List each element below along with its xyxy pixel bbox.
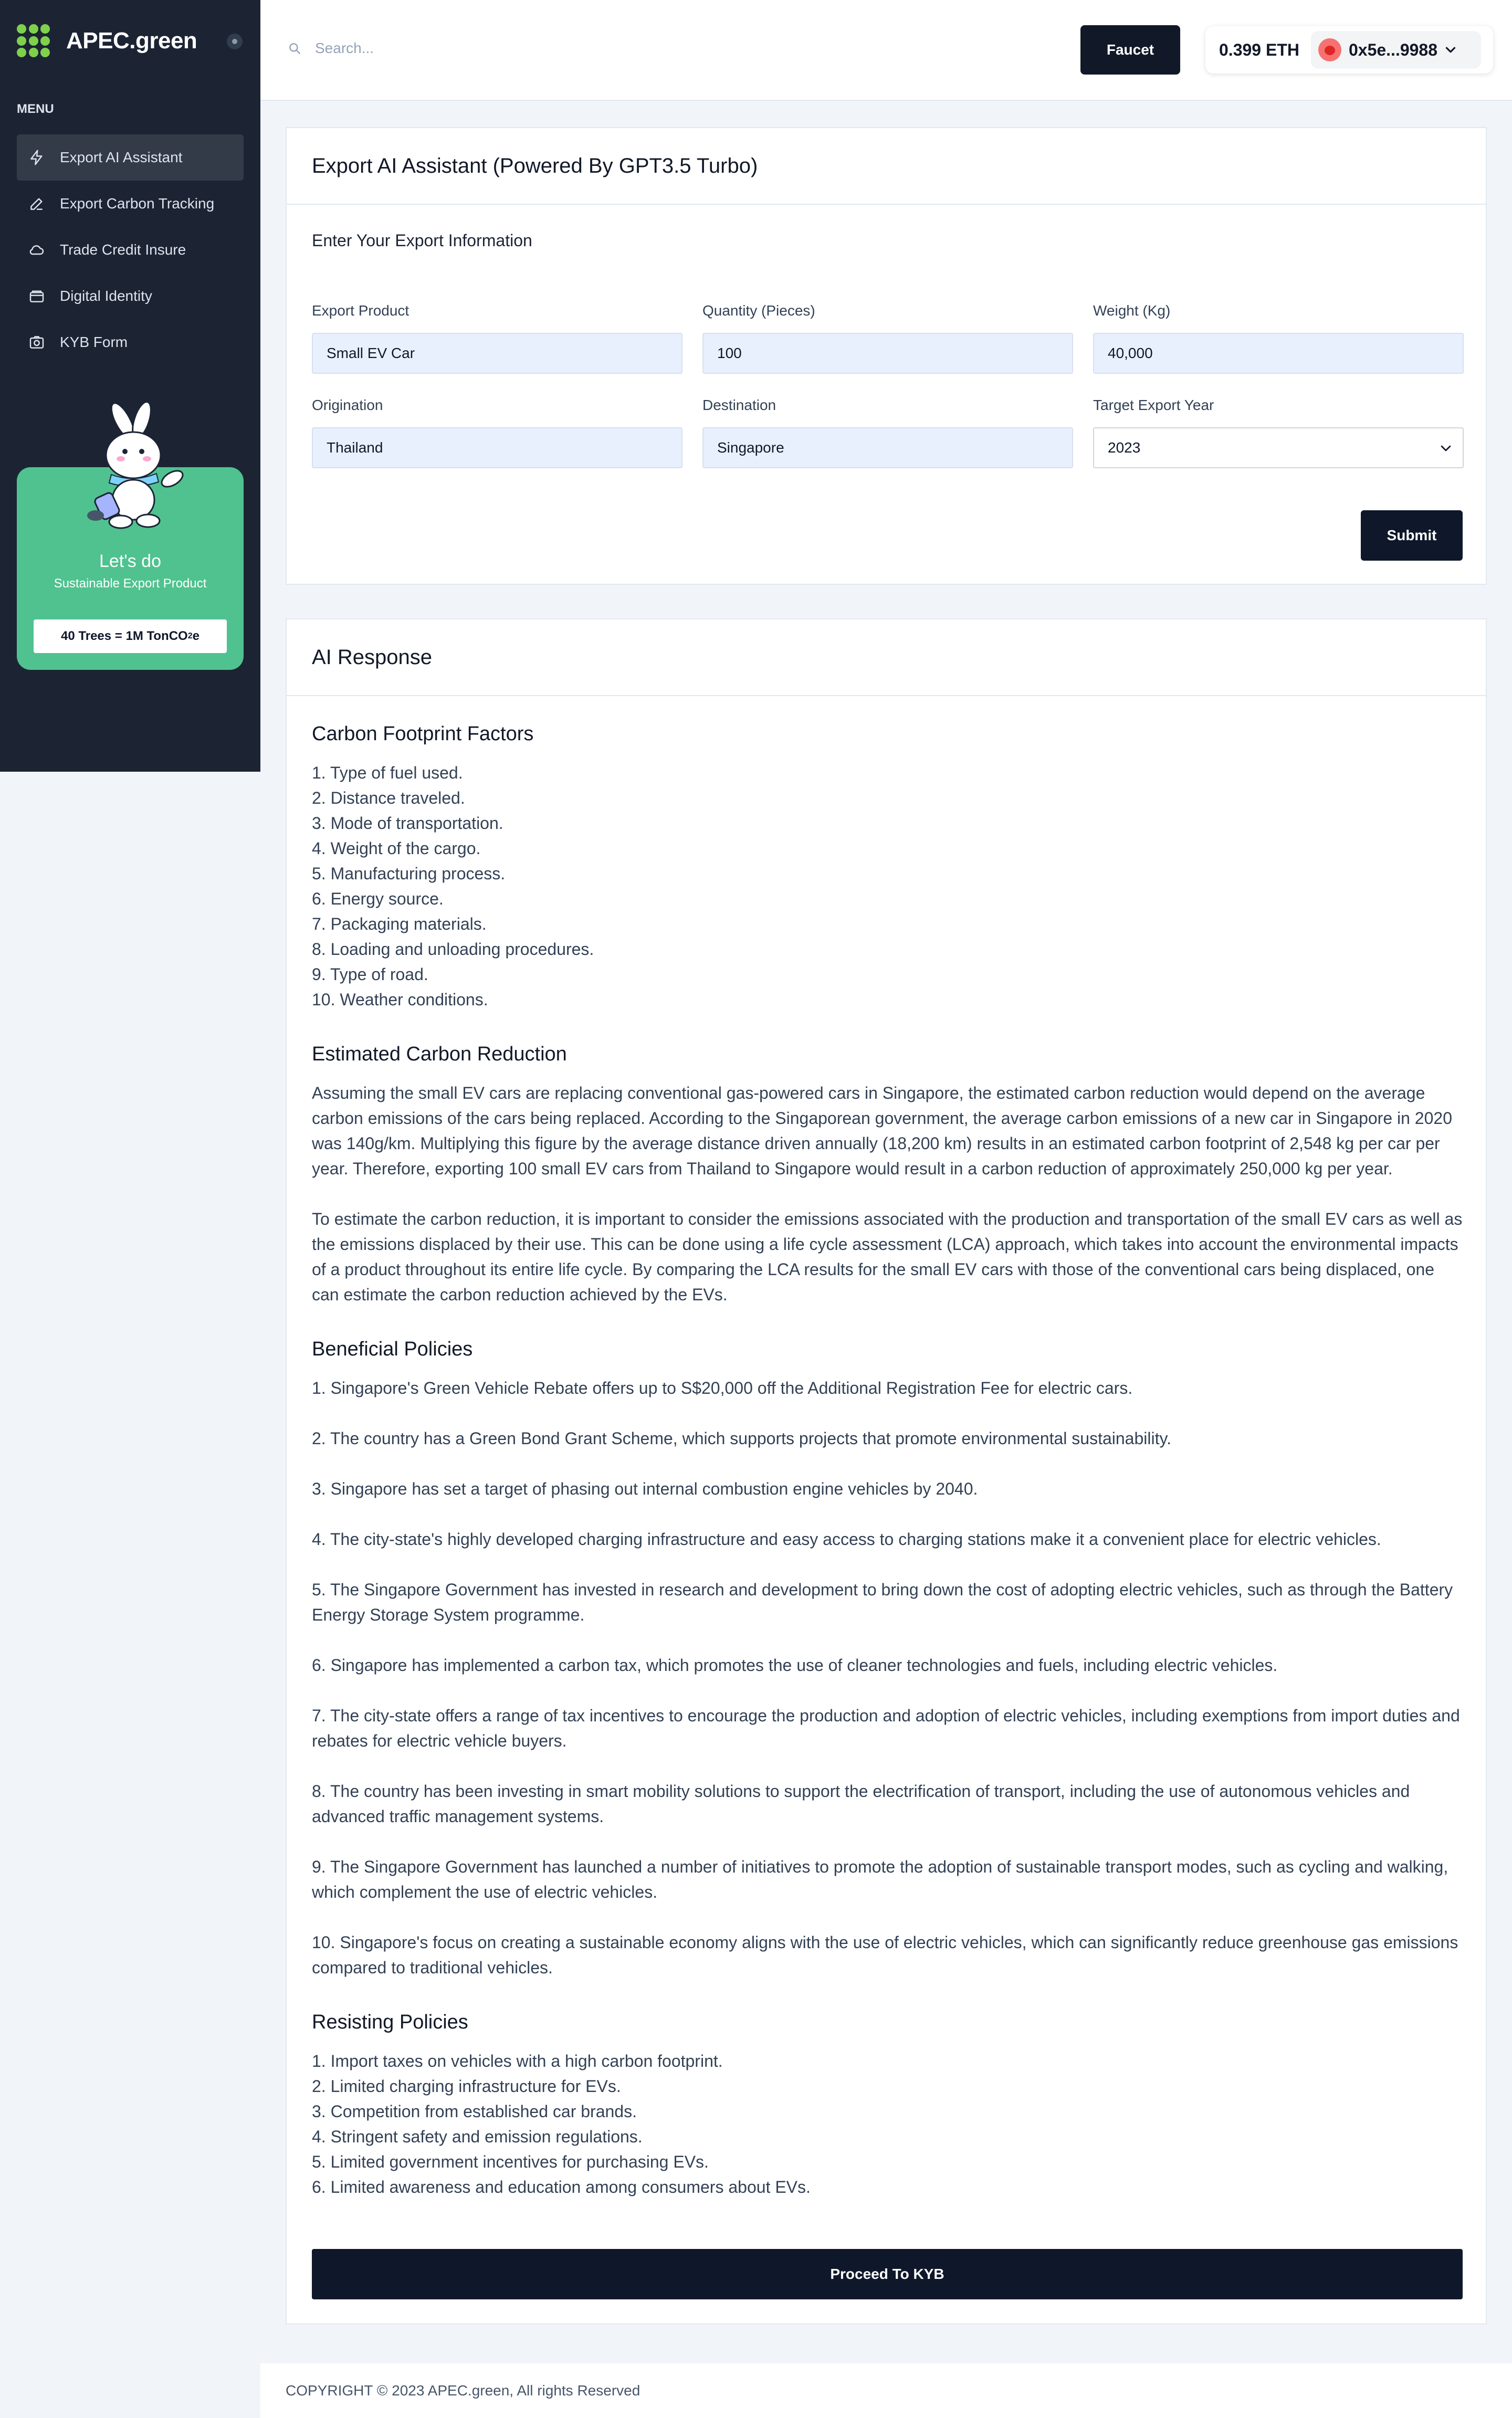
footer	[260, 2363, 1512, 2418]
carbon-factors-list	[312, 760, 1463, 1012]
search-box[interactable]	[288, 40, 630, 57]
destination-input[interactable]: Singapore	[702, 427, 1073, 468]
cloud-icon	[28, 241, 45, 258]
promo-title: Let's do	[99, 551, 162, 571]
promo-card	[17, 467, 244, 670]
quantity-label: Quantity (Pieces)	[702, 302, 815, 319]
sidebar-item-kyb-form[interactable]	[17, 319, 244, 365]
origination-input[interactable]: Thailand	[312, 427, 682, 468]
submit-button[interactable]: Submit	[1361, 510, 1463, 561]
resisting-policies-heading: Resisting Policies	[312, 2011, 468, 2033]
avatar	[1318, 38, 1341, 61]
list-item: 3. Mode of transportation.	[312, 814, 503, 833]
origination-label: Origination	[312, 397, 383, 413]
proceed-to-kyb-button[interactable]: Proceed To KYB	[312, 2249, 1463, 2299]
list-item: 1. Import taxes on vehicles with a high carbon footprint.	[312, 2052, 723, 2070]
ai-response-body	[312, 721, 1463, 2200]
list-item: 2. The country has a Green Bond Grant Scheme, which supports projects that promote environmental sustainability.	[312, 1429, 1171, 1448]
sidebar-item-label: KYB Form	[60, 334, 128, 350]
brand-logo-icon	[17, 24, 50, 58]
list-item: 5. Limited government incentives for purchasing EVs.	[312, 2152, 709, 2171]
sidebar-item-export-carbon-tracking[interactable]	[17, 181, 244, 227]
list-item: 10. Weather conditions.	[312, 990, 488, 1009]
brand-name: APEC.green	[66, 28, 197, 54]
destination-label: Destination	[702, 397, 776, 413]
wallet-icon	[28, 288, 45, 304]
list-item: 6. Energy source.	[312, 889, 444, 908]
weight-label: Weight (Kg)	[1093, 302, 1171, 319]
list-item: 6. Singapore has implemented a carbon tax, which promotes the use of cleaner technologies and fuels, including electric vehicles.	[312, 1656, 1278, 1675]
list-item: 6. Limited awareness and education among consumers about EVs.	[312, 2178, 811, 2196]
menu-title: MENU	[17, 102, 54, 116]
faucet-button[interactable]: Faucet	[1080, 25, 1180, 75]
sidebar-item-label: Digital Identity	[60, 288, 152, 304]
promo-subtitle: Sustainable Export Product	[54, 576, 207, 591]
sidebar-item-label: Export Carbon Tracking	[60, 195, 215, 212]
list-item: 7. The city-state offers a range of tax incentives to encourage the production and adoption of electric vehicles, including exemptions from import duties and rebates for electric vehicle buyers.	[312, 1706, 1460, 1750]
carbon-factors-heading: Carbon Footprint Factors	[312, 723, 534, 745]
sidebar-menu	[17, 134, 244, 365]
weight-input[interactable]: 40,000	[1093, 333, 1464, 374]
target-year-value: 2023	[1108, 439, 1141, 456]
trees-info-text: 40 Trees = 1M TonCO	[61, 629, 188, 643]
list-item: 7. Packaging materials.	[312, 914, 487, 933]
wallet-balance: 0.399 ETH	[1219, 40, 1299, 59]
list-item: 3. Competition from established car brands.	[312, 2102, 637, 2121]
sidebar-toggle-button[interactable]	[227, 34, 243, 49]
sidebar-item-export-ai-assistant[interactable]	[17, 134, 244, 181]
export-form-title: Export AI Assistant (Powered By GPT3.5 Turbo)	[287, 128, 1486, 205]
list-item: 9. The Singapore Government has launched a number of initiatives to promote the adoption of sustainable transport modes, such as cycling and walking, which complement the use of electric vehicles.	[312, 1857, 1448, 1901]
list-item: 10. Singapore's focus on creating a sustainable economy aligns with the use of electric vehicles, which can significantly reduce greenhouse gas emissions compared to traditional vehicles.	[312, 1933, 1458, 1977]
list-item: 1. Singapore's Green Vehicle Rebate offers up to S$20,000 off the Additional Registration Fee for electric cars.	[312, 1379, 1133, 1397]
section-label: Enter Your Export Information	[312, 231, 532, 250]
export-product-input[interactable]: Small EV Car	[312, 333, 682, 374]
ai-response-card	[286, 618, 1487, 2325]
sidebar-item-digital-identity[interactable]	[17, 273, 244, 319]
edit-icon	[28, 195, 45, 212]
list-item: 2. Limited charging infrastructure for EVs.	[312, 2077, 621, 2096]
sidebar-item-trade-credit-insure[interactable]	[17, 227, 244, 273]
rabbit-mascot-icon	[75, 400, 201, 531]
list-item: 4. Weight of the cargo.	[312, 839, 481, 858]
target-year-select[interactable]	[1093, 427, 1464, 468]
export-form-card	[286, 127, 1487, 585]
wallet-address: 0x5e...9988	[1348, 40, 1438, 59]
list-item: 8. Loading and unloading procedures.	[312, 940, 594, 959]
list-item: 4. Stringent safety and emission regulations.	[312, 2127, 643, 2146]
trees-info-subscript: 2	[187, 632, 193, 640]
ai-response-title: AI Response	[287, 619, 1486, 696]
dot-icon	[232, 39, 237, 44]
list-item: 4. The city-state's highly developed charging infrastructure and easy access to charging stations make it a convenient place for electric vehicles.	[312, 1530, 1381, 1549]
sidebar-item-label: Trade Credit Insure	[60, 241, 186, 258]
list-item: 8. The country has been investing in smart mobility solutions to support the electrification of transport, including the use of autonomous vehicles and advanced traffic management systems.	[312, 1782, 1410, 1826]
bolt-icon	[28, 149, 45, 166]
trees-info-suffix: e	[192, 629, 200, 643]
sidebar-item-label: Export AI Assistant	[60, 149, 183, 165]
camera-icon	[28, 334, 45, 351]
wallet-widget[interactable]	[1205, 26, 1493, 73]
list-item: 3. Singapore has set a target of phasing out internal combustion engine vehicles by 2040.	[312, 1479, 978, 1498]
export-product-label: Export Product	[312, 302, 410, 319]
carbon-reduction-heading: Estimated Carbon Reduction	[312, 1043, 567, 1065]
list-item: 5. Manufacturing process.	[312, 864, 506, 883]
beneficial-policies-heading: Beneficial Policies	[312, 1338, 473, 1360]
paragraph: Assuming the small EV cars are replacing conventional gas-powered cars in Singapore, the estimated carbon reduction would depend on the average carbon emissions of the cars being replaced. According to the Singaporean government, the average carbon emissions of a new car in Singapore in 2020 was 140g/km. Multiplying this figure by the average distance driven annually (18,200 km) results in an estimated carbon footprint of 2,548 kg per car per year. Therefore, exporting 100 small EV cars from Thailand to Singapore would result in a carbon reduction of approximately 250,000 kg per year.	[312, 1084, 1452, 1178]
target-year-label: Target Export Year	[1093, 397, 1214, 413]
search-icon	[288, 41, 301, 55]
sidebar	[0, 0, 260, 772]
account-button[interactable]	[1311, 31, 1481, 69]
top-header	[260, 0, 1512, 101]
copyright-text: COPYRIGHT © 2023 APEC.green, All rights Reserved	[286, 2382, 640, 2399]
chevron-down-icon	[1437, 440, 1454, 457]
quantity-input[interactable]: 100	[702, 333, 1073, 374]
brand[interactable]	[17, 24, 197, 58]
list-item: 1. Type of fuel used.	[312, 763, 463, 782]
search-input[interactable]	[315, 40, 630, 57]
resisting-policies-list	[312, 2048, 1463, 2200]
paragraph: To estimate the carbon reduction, it is important to consider the emissions associated with the production and transportation of the small EV cars as well as the emissions displaced by their use. This can be done using a life cycle assessment (LCA) approach, which takes into account the environmental impacts of a product throughout its entire life cycle. By comparing the LCA results for the small EV cars with those of the conventional cars being displaced, one can estimate the carbon reduction achieved by the EVs.	[312, 1210, 1463, 1304]
trees-info-button[interactable]	[34, 619, 227, 653]
list-item: 2. Distance traveled.	[312, 789, 465, 807]
chevron-down-icon	[1443, 42, 1458, 58]
list-item: 9. Type of road.	[312, 965, 428, 984]
list-item: 5. The Singapore Government has invested in research and development to bring down the cost of adopting electric vehicles, such as through the Battery Energy Storage System programme.	[312, 1580, 1453, 1624]
